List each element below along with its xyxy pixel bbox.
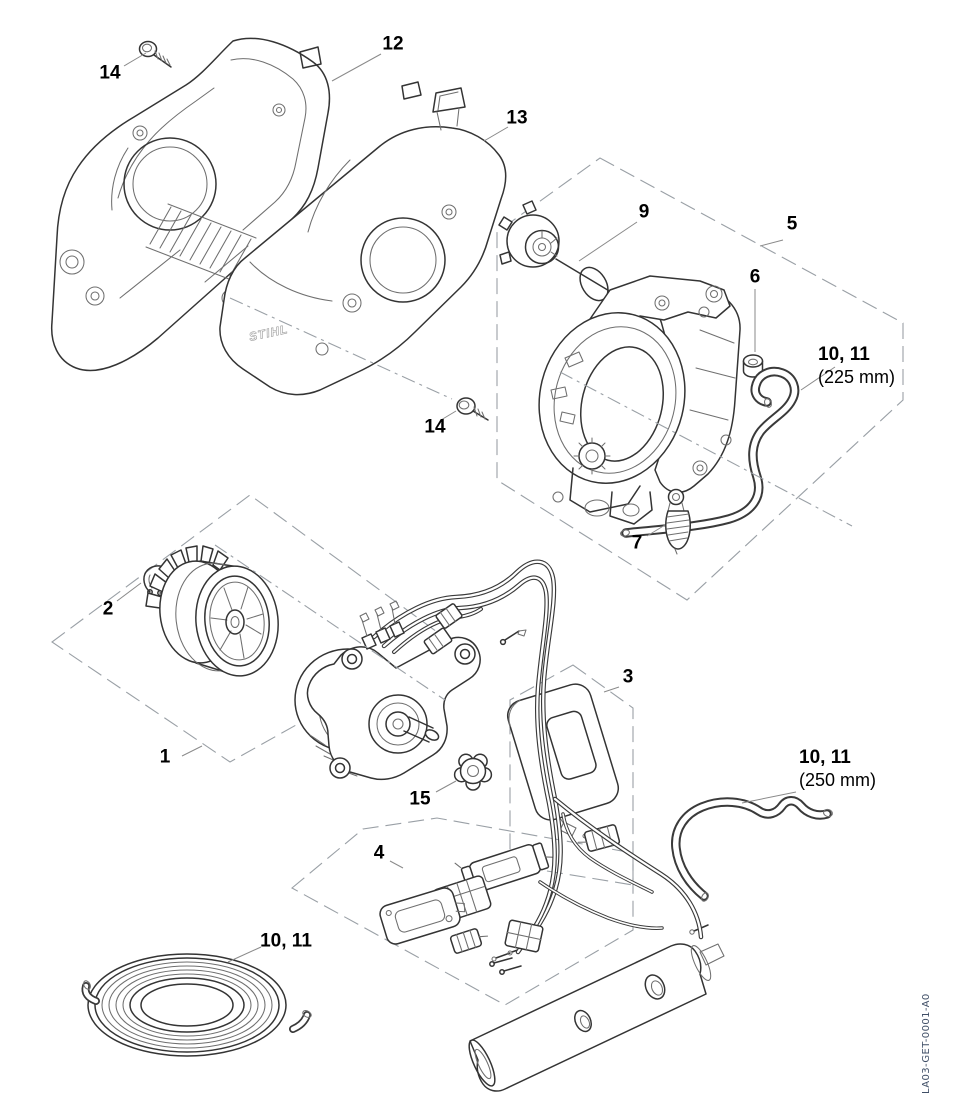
callout-14-top: 14 — [99, 62, 121, 84]
callout-14-mid: 14 — [424, 416, 446, 438]
callout-10-11-225 — [818, 344, 895, 388]
drawing-number: LA03-GET-0001-A0 — [921, 993, 932, 1094]
callout-10-11-225-label: 10, 11 — [818, 344, 870, 365]
callout-10-11-225-length: (225 mm) — [818, 366, 896, 387]
part-handle-tube — [464, 925, 724, 1091]
callout-4: 4 — [373, 842, 385, 864]
callout-13: 13 — [506, 107, 528, 129]
part-10-11-hose-250mm — [676, 801, 833, 903]
callout-15: 15 — [409, 788, 431, 810]
callout-6: 6 — [749, 266, 761, 288]
callout-10-11-coil: 10, 11 — [260, 930, 312, 952]
part-15-star-nut — [455, 754, 492, 790]
callout-5: 5 — [786, 213, 798, 235]
part-5-fan-housing-assembly — [521, 276, 740, 524]
callout-12: 12 — [382, 33, 404, 55]
part-9-bearing-adapter — [499, 201, 624, 306]
part-4-electronics-set — [378, 824, 620, 961]
callout-2: 2 — [102, 598, 114, 620]
part-10-11-hose-coil — [82, 954, 312, 1056]
motor-terminals — [360, 601, 404, 649]
part-7-spring — [666, 490, 691, 555]
part-flywheel — [146, 546, 284, 680]
callout-10-11-250-label: 10, 11 — [799, 747, 851, 768]
callout-10-11-250 — [799, 747, 876, 791]
callout-7: 7 — [631, 532, 643, 554]
part-14-screw-mid — [457, 398, 488, 420]
callout-1: 1 — [159, 746, 171, 768]
callout-10-11-250-length: (250 mm) — [799, 769, 877, 790]
callout-3: 3 — [622, 666, 634, 688]
callout-9: 9 — [638, 201, 650, 223]
stihl-logo: STIHL — [247, 321, 290, 344]
